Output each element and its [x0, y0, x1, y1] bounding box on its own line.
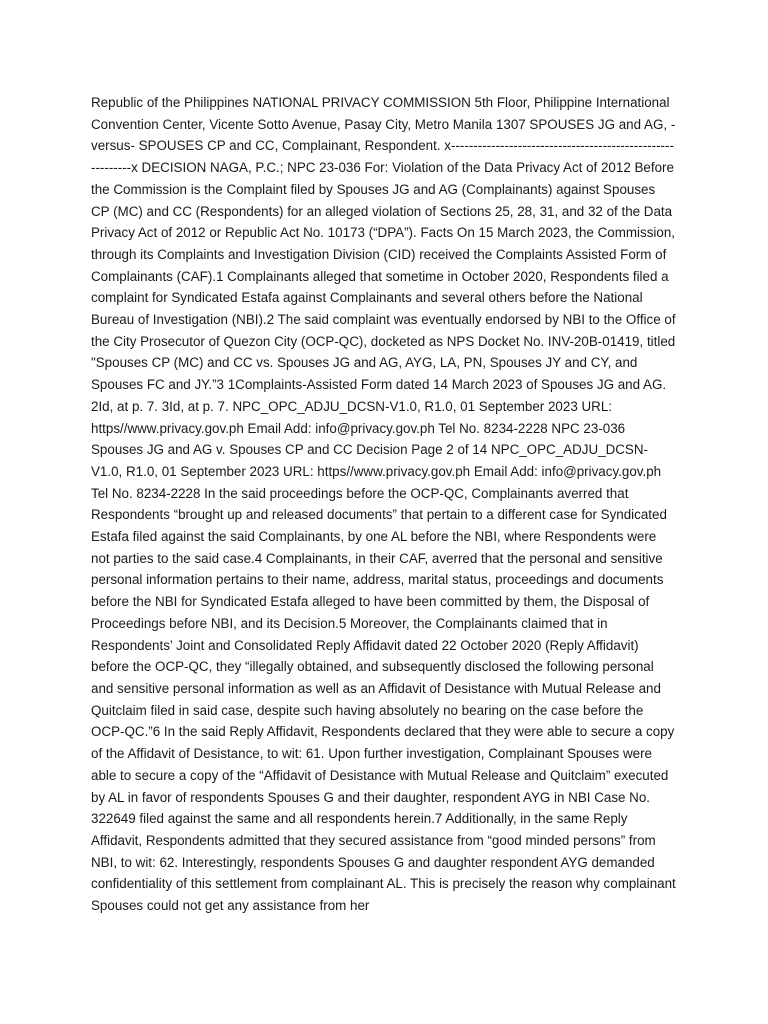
document-body-text: Republic of the Philippines NATIONAL PRIVACY COMMISSION 5th Floor, Philippine International Convention Center, Vicente Sotto Avenue, Pasay City, Metro Manila 1307 SPOUSES JG and AG, -versus- SPOUSES CP and CC, Complainant, Respondent. x-----------------------------------------------------------x DECISION NAGA, P.C.; NPC 23-036 For: Violation of the Data Privacy Act of 2012 Before the Commission is the Complaint filed by Spouses JG and AG (Complainants) against Spouses CP (MC) and CC (Respondents) for an alleged violation of Sections 25, 28, 31, and 32 of the Data Privacy Act of 2012 or Republic Act No. 10173 (“DPA”). Facts On 15 March 2023, the Commission, through its Complaints and Investigation Division (CID) received the Complaints Assisted Form of Complainants (CAF).1 Complainants alleged that sometime in October 2020, Respondents filed a complaint for Syndicated Estafa against Complainants and several others before the National Bureau of Investigation (NBI).2 The said complaint was eventually endorsed by NBI to the Office of the City Prosecutor of Quezon City (OCP-QC), docketed as NPS Docket No. INV-20B-01419, titled "Spouses CP (MC) and CC vs. Spouses JG and AG, AYG, LA, PN, Spouses JY and CY, and Spouses FC and JY.”3 1Complaints-Assisted Form dated 14 March 2023 of Spouses JG and AG. 2Id, at p. 7. 3Id, at p. 7. NPC_OPC_ADJU_DCSN-V1.0, R1.0, 01 September 2023 URL: https//www.privacy.gov.ph Email Add: info@privacy.gov.ph Tel No. 8234-2228 NPC 23-036 Spouses JG and AG v. Spouses CP and CC Decision Page 2 of 14 NPC_OPC_ADJU_DCSN-V1.0, R1.0, 01 September 2023 URL: https//www.privacy.gov.ph Email Add: info@privacy.gov.ph Tel No. 8234-2228 In the said proceedings before the OCP-QC, Complainants averred that Respondents “brought up and released documents” that pertain to a different case for Syndicated Estafa filed against the said Complainants, by one AL before the NBI, where Respondents were not parties to the said case.4 Complainants, in their CAF, averred that the personal and sensitive personal information pertains to their name, address, marital status, proceedings and documents before the NBI for Syndicated Estafa alleged to have been committed by them, the Disposal of Proceedings before NBI, and its Decision.5 Moreover, the Complainants claimed that in Respondents’ Joint and Consolidated Reply Affidavit dated 22 October 2020 (Reply Affidavit) before the OCP-QC, they “illegally obtained, and subsequently disclosed the following personal and sensitive personal information as well as an Affidavit of Desistance with Mutual Release and Quitclaim filed in said case, despite such having absolutely no bearing on the case before the OCP-QC.”6 In the said Reply Affidavit, Respondents declared that they were able to secure a copy of the Affidavit of Desistance, to wit: 61. Upon further investigation, Complainant Spouses were able to secure a copy of the “Affidavit of Desistance with Mutual Release and Quitclaim” executed by AL in favor of respondents Spouses G and their daughter, respondent AYG in NBI Case No. 322649 filed against the same and all respondents herein.7 Additionally, in the same Reply Affidavit, Respondents admitted that they secured assistance from “good minded persons” from NBI, to wit: 62. Interestingly, respondents Spouses G and daughter respondent AYG demanded confidentiality of this settlement from complainant AL. This is precisely the reason why complainant Spouses could not get any assistance from her — [91, 95, 676, 914]
